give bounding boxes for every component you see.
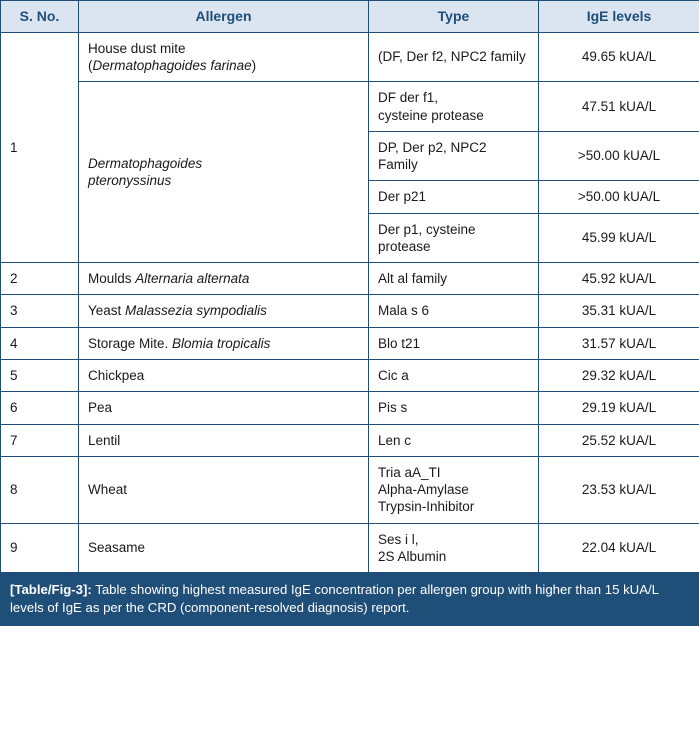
cell-ige-level: 45.92 kUA/L	[539, 263, 699, 295]
cell-allergen	[79, 392, 369, 424]
caption-text: Table showing highest measured IgE concentration per allergen group with higher than 15 kUA/L levels of IgE as per the CRD (component-resolved diagnosis) report.	[10, 582, 659, 615]
allergen-species: Dermatophagoides farinae	[92, 58, 252, 74]
table-row	[1, 424, 699, 456]
cell-allergen	[79, 424, 369, 456]
type-line3: Trypsin-Inhibitor	[378, 499, 475, 515]
type-line1: Der p21	[378, 189, 427, 205]
type-line1: DP, Der p2, NPC2	[378, 139, 487, 155]
cell-type	[369, 82, 539, 132]
table-row	[1, 327, 699, 359]
cell-ige-level: >50.00 kUA/L	[539, 131, 699, 181]
cell-sno: 2	[1, 263, 79, 295]
paren-open: (	[88, 58, 93, 74]
cell-ige-level: 35.31 kUA/L	[539, 295, 699, 327]
column-header-ige-levels: IgE levels	[539, 1, 699, 33]
allergen-species: Alternaria alternata	[135, 271, 250, 287]
table-header	[1, 1, 699, 33]
cell-allergen	[79, 263, 369, 295]
allergen-species-line1: Dermatophagoides	[88, 155, 203, 171]
cell-sno: 5	[1, 359, 79, 391]
allergen-species: Malassezia sympodialis	[125, 303, 267, 319]
cell-type: Blo t21	[369, 327, 539, 359]
cell-ige-level: 29.32 kUA/L	[539, 359, 699, 391]
table-body	[1, 32, 699, 572]
type-line2: Alpha-Amylase	[378, 482, 469, 498]
table-caption	[0, 573, 699, 626]
cell-sno: 4	[1, 327, 79, 359]
cell-sno: 9	[1, 523, 79, 573]
cell-type	[369, 181, 539, 213]
cell-ige-level: 29.19 kUA/L	[539, 392, 699, 424]
cell-sno: 1	[1, 32, 79, 262]
type-line1: DF der f1,	[378, 90, 439, 106]
cell-type: (DF, Der f2, NPC2 family	[369, 32, 539, 82]
cell-allergen	[79, 32, 369, 82]
cell-ige-level: 25.52 kUA/L	[539, 424, 699, 456]
type-line2: 2S Albumin	[378, 548, 447, 564]
caption-label: [Table/Fig-3]:	[10, 582, 92, 598]
cell-allergen	[79, 82, 369, 263]
paren-close: )	[251, 58, 257, 74]
allergen-name: House dust mite	[88, 40, 186, 56]
cell-ige-level: 22.04 kUA/L	[539, 523, 699, 573]
table-row	[1, 523, 699, 573]
table-row	[1, 456, 699, 523]
cell-type: Pis s	[369, 392, 539, 424]
cell-type	[369, 131, 539, 181]
cell-ige-level: 49.65 kUA/L	[539, 32, 699, 82]
cell-allergen	[79, 456, 369, 523]
allergen-name: Lentil	[88, 432, 121, 448]
column-header-sno: S. No.	[1, 1, 79, 33]
cell-sno: 7	[1, 424, 79, 456]
cell-allergen	[79, 327, 369, 359]
allergen-name: Pea	[88, 400, 113, 416]
table-header-row	[1, 1, 699, 33]
type-line1: Tria aA_TI	[378, 464, 441, 480]
table-row	[1, 295, 699, 327]
cell-ige-level: 45.99 kUA/L	[539, 213, 699, 263]
cell-type: Len c	[369, 424, 539, 456]
cell-sno: 3	[1, 295, 79, 327]
cell-allergen	[79, 523, 369, 573]
cell-ige-level: >50.00 kUA/L	[539, 181, 699, 213]
table-row	[1, 263, 699, 295]
table-row	[1, 32, 699, 82]
type-line1: Ses i l,	[378, 531, 419, 547]
column-header-type: Type	[369, 1, 539, 33]
table-row	[1, 392, 699, 424]
type-line2: cysteine protease	[378, 107, 484, 123]
allergen-name: Storage Mite.	[88, 335, 173, 351]
cell-allergen	[79, 295, 369, 327]
cell-ige-level: 47.51 kUA/L	[539, 82, 699, 132]
cell-allergen	[79, 359, 369, 391]
allergen-species-line2: pteronyssinus	[88, 173, 172, 189]
cell-sno: 6	[1, 392, 79, 424]
cell-sno: 8	[1, 456, 79, 523]
allergen-name: Seasame	[88, 540, 146, 556]
cell-type: Alt al family	[369, 263, 539, 295]
cell-type	[369, 456, 539, 523]
type-line2: Family	[378, 157, 418, 173]
type-line1: Der p1, cysteine	[378, 221, 476, 237]
allergen-name: Chickpea	[88, 367, 145, 383]
column-header-allergen: Allergen	[79, 1, 369, 33]
allergen-name: Moulds	[88, 271, 136, 287]
cell-type: Mala s 6	[369, 295, 539, 327]
allergen-name: Yeast	[88, 303, 126, 319]
type-line2: protease	[378, 238, 431, 254]
allergen-name: Wheat	[88, 482, 128, 498]
cell-type: Cic a	[369, 359, 539, 391]
cell-ige-level: 23.53 kUA/L	[539, 456, 699, 523]
cell-ige-level: 31.57 kUA/L	[539, 327, 699, 359]
table-row	[1, 82, 699, 132]
allergen-species: Blomia tropicalis	[172, 335, 271, 351]
cell-type	[369, 213, 539, 263]
table-row	[1, 359, 699, 391]
cell-type	[369, 523, 539, 573]
